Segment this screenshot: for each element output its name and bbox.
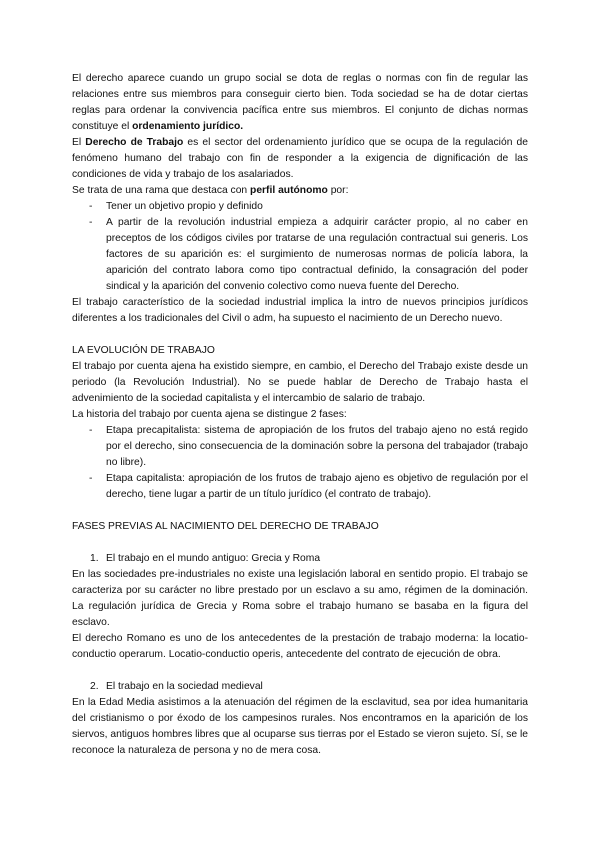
intro-p2-text-b: es el sector del ordenamiento jurídico que se ocupa de la regulación de fenómeno humano del trabajo con fin de responder a la exigencia de dignificación de las condiciones de vida y trabajo de los asalariados. bbox=[72, 137, 528, 180]
list-item: - A partir de la revolución industrial empieza a adquirir carácter propio, al no caber en preceptos de los códigos civiles por tratarse de una regulación contractual sui generis. Los factores de su aparición es: el surgimiento de numerosas normas de policía labora, la aparición del contrato labora como tipo contractual definido, la consagración del poder sindical y la aparición del convenio colectivo como nueva fuente del Derecho. bbox=[72, 215, 528, 295]
intro-p3-text-b: por: bbox=[327, 185, 349, 196]
document-page bbox=[72, 71, 528, 759]
intro-p3-bold: perfil autónomo bbox=[250, 185, 328, 196]
list-item: - Etapa capitalista: apropiación de los frutos de trabajo ajeno es objetivo de regulación por el derecho, tiene lugar a partir de un título jurídico (el contrato de trabajo). bbox=[72, 471, 528, 503]
fases-item2-paragraph-1: En la Edad Media asistimos a la atenuación del régimen de la esclavitud, sea por idea humanitaria del cristianismo o por éxodo de los campesinos rurales. Nos encontramos en la aparición de los siervos, antiguos hombres libres que al ocuparse sus tierras por el Estado se vieron sujeto. Sí, se le reconoce la naturaleza de persona y no de mera cosa. bbox=[72, 697, 528, 756]
intro-p1-text: El derecho aparece cuando un grupo social se dota de reglas o normas con fin de regular las relaciones entre sus miembros para conseguir cierto bien. Toda sociedad se ha de dotar ciertas reglas para ordenar la convivencia pacífica entre sus miembros. El conjunto de dichas normas constituye el bbox=[72, 73, 528, 132]
numbered-heading-text: El trabajo en la sociedad medieval bbox=[106, 681, 263, 692]
numbered-heading-text: El trabajo en el mundo antiguo: Grecia y Roma bbox=[106, 553, 321, 564]
number-label: 1. bbox=[90, 553, 99, 564]
intro-p2-text-a: El bbox=[72, 137, 86, 148]
evolucion-paragraph-1: El trabajo por cuenta ajena ha existido siempre, en cambio, el Derecho del Trabajo existe desde un periodo (la Revolución Industrial). No se puede hablar de Derecho de Trabajo hasta el advenimiento de la sociedad capitalista y el intercambio de salario de trabajo. bbox=[72, 361, 528, 404]
intro-paragraph-1 bbox=[72, 71, 528, 135]
evolucion-paragraph-2: La historia del trabajo por cuenta ajena se distingue 2 fases: bbox=[72, 409, 347, 420]
intro-p1-bold: ordenamiento jurídico. bbox=[132, 121, 244, 132]
numbered-heading-2 bbox=[72, 679, 528, 695]
intro-bullet-list bbox=[72, 199, 528, 295]
list-item: - Etapa precapitalista: sistema de apropiación de los frutos del trabajo ajeno no está regido por el derecho, sino consecuencia de la dominación sobre la persona del trabajador (trabajo no libre). bbox=[72, 423, 528, 471]
list-item: - Tener un objetivo propio y definido bbox=[72, 199, 528, 215]
section-heading-fases: FASES PREVIAS AL NACIMIENTO DEL DERECHO DE TRABAJO bbox=[72, 521, 379, 532]
number-label: 2. bbox=[90, 681, 99, 692]
spacer bbox=[72, 327, 528, 343]
numbered-heading-1 bbox=[72, 551, 528, 567]
section-heading-evolucion: LA EVOLUCIÓN DE TRABAJO bbox=[72, 345, 215, 356]
intro-paragraph-2 bbox=[72, 135, 528, 183]
spacer bbox=[72, 535, 528, 551]
fases-item1-paragraph-2: El derecho Romano es uno de los antecedentes de la prestación de trabajo moderna: la locatio-conductio operarum. Locatio-conductio operis, antecedente del contrato de ejecución de obra. bbox=[72, 633, 528, 660]
evolucion-bullet-list bbox=[72, 423, 528, 503]
intro-p3-text-a: Se trata de una rama que destaca con bbox=[72, 185, 251, 196]
intro-paragraph-4: El trabajo característico de la sociedad industrial implica la intro de nuevos principios jurídicos diferentes a los tradicionales del Civil o adm, ha supuesto el nacimiento de un Derecho nuevo. bbox=[72, 297, 528, 324]
spacer bbox=[72, 503, 528, 519]
intro-paragraph-3 bbox=[72, 183, 528, 199]
intro-p2-bold: Derecho de Trabajo bbox=[85, 137, 184, 148]
fases-item1-paragraph-1: En las sociedades pre-industriales no existe una legislación laboral en sentido propio. El trabajo se caracteriza por su carácter no libre prestado por un esclavo a su amo, régimen de la dominación. La regulación jurídica de Grecia y Roma sobre el trabajo humano se basaba en la figura del esclavo. bbox=[72, 569, 528, 628]
spacer bbox=[72, 663, 528, 679]
